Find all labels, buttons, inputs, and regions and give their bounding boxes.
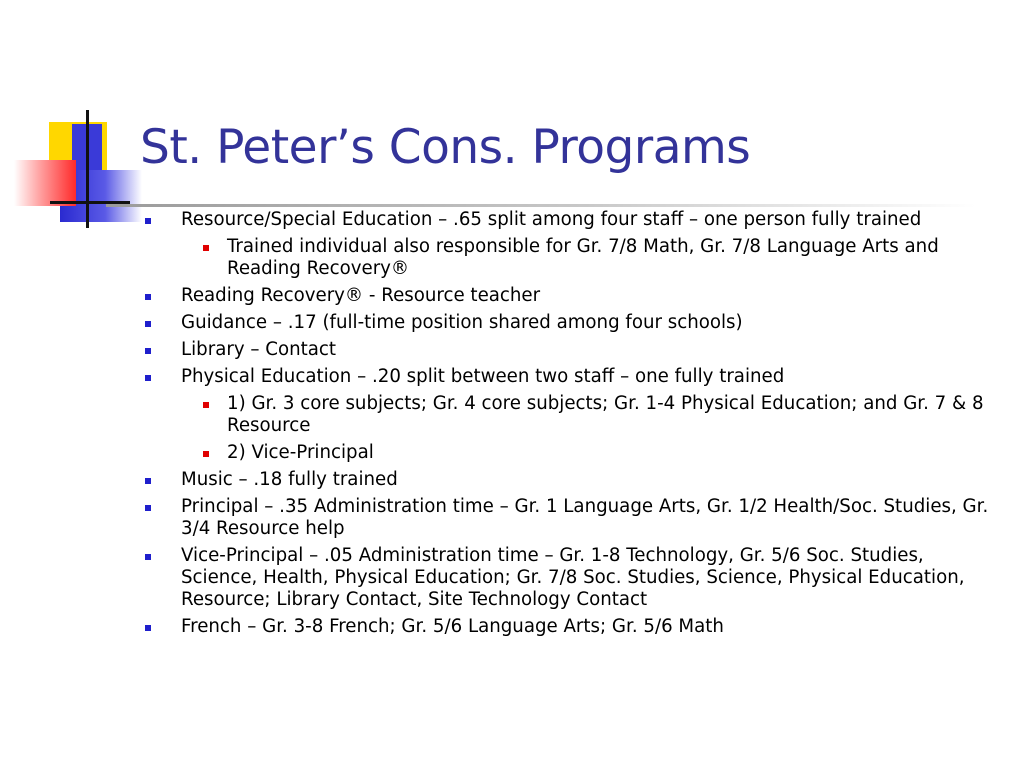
bullet-text: Principal – .35 Administration time – Gr. 1 Language Arts, Gr. 1/2 Health/Soc. Studies, Gr. 3/4 Resource help [181,496,989,539]
title-divider [106,204,976,207]
list-item [140,496,990,540]
sub-bullet-list [185,393,990,464]
bullet-text: Resource/Special Education – .65 split among four staff – one person fully trained [181,209,922,230]
bullet-text: Reading Recovery® - Resource teacher [181,285,541,306]
sub-bullet-list [185,236,990,280]
bullet-list [140,209,990,638]
sub-bullet-text: 2) Vice-Principal [227,442,374,463]
list-item [140,209,990,280]
bullet-text: French – Gr. 3-8 French; Gr. 5/6 Language Arts; Gr. 5/6 Math [181,616,724,637]
list-item [140,366,990,464]
sub-list-item [185,393,990,437]
logo-vertical-line [86,110,89,228]
bullet-text: Physical Education – .20 split between two staff – one fully trained [181,366,785,387]
sub-bullet-text: Trained individual also responsible for Gr. 7/8 Math, Gr. 7/8 Language Arts and Reading Recovery® [227,236,939,279]
sub-list-item [185,236,990,280]
logo-red-square [14,160,76,206]
list-item [140,469,990,491]
slide-title: St. Peter’s Cons. Programs [140,120,751,175]
list-item [140,339,990,361]
slide-content [140,209,990,643]
list-item [140,616,990,638]
list-item [140,285,990,307]
sub-bullet-text: 1) Gr. 3 core subjects; Gr. 4 core subjects; Gr. 1-4 Physical Education; and Gr. 7 & 8 Resource [227,393,984,436]
bullet-text: Music – .18 fully trained [181,469,398,490]
sub-list-item [185,442,990,464]
list-item [140,545,990,611]
bullet-text: Vice-Principal – .05 Administration time – Gr. 1-8 Technology, Gr. 5/6 Soc. Studies, Science, Health, Physical Education; Gr. 7/8 Soc. Studies, Science, Physical Education, Resource; Library Contact, Site Technology Contact [181,545,965,610]
bullet-text: Guidance – .17 (full-time position shared among four schools) [181,312,743,333]
bullet-text: Library – Contact [181,339,337,360]
list-item [140,312,990,334]
